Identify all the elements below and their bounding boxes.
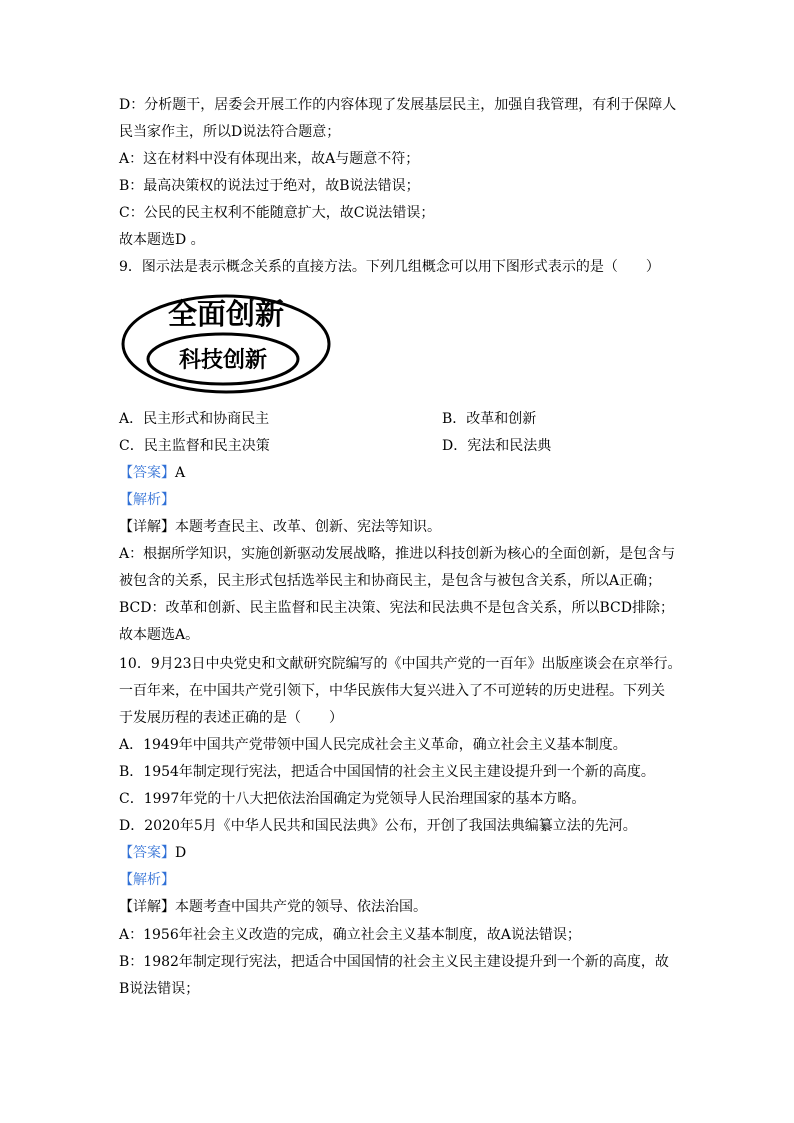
explanation-c-line: C：公民的民主权利不能随意扩大，故C说法错误； — [119, 205, 435, 221]
question-9-option-a: A．民主形式和协商民主 — [119, 411, 270, 427]
question-9-analysis-tag: 【解析】 — [119, 492, 175, 508]
question-10-detail — [119, 898, 427, 916]
answer-tag: 【答案】 — [119, 845, 175, 861]
question-10-a-line: A：1956年社会主义改造的完成，确立社会主义基本制度，故A说法错误； — [119, 927, 581, 943]
detail-tag: 【详解】 — [119, 899, 175, 915]
question-9-stem: 9．图示法是表示概念关系的直接方法。下列几组概念可以用下图形式表示的是（ ） — [119, 259, 660, 275]
question-9-a-line-1: A：根据所学知识，实施创新驱动发展战略，推进以科技创新为核心的全面创新，是包含与 — [119, 546, 676, 562]
question-9-option-c: C．民主监督和民主决策 — [119, 438, 270, 454]
question-10-stem-3: 于发展历程的表述正确的是（ ） — [119, 710, 343, 726]
question-10-stem-1: 10．9月23日中央党史和文献研究院编写的《中国共产党的一百年》出版座谈会在京举行。 — [119, 656, 682, 672]
question-10-option-a: A．1949年中国共产党带领中国人民完成社会主义革命，确立社会主义基本制度。 — [119, 737, 627, 753]
question-10-option-c: C．1997年党的十八大把依法治国确定为党领导人民治理国家的基本方略。 — [119, 791, 586, 807]
question-10-stem-2: 一百年来，在中国共产党引领下，中华民族伟大复兴进入了不可逆转的历史进程。下列关 — [119, 683, 665, 699]
concept-inclusion-diagram — [120, 292, 336, 398]
explanation-d-line-2: 民当家作主，所以D说法符合题意； — [119, 124, 341, 140]
question-9-option-b: B．改革和创新 — [442, 411, 537, 427]
outer-concept-label: 全面创新 — [167, 297, 285, 331]
explanation-conclusion: 故本题选D 。 — [119, 232, 205, 248]
detail-text: 本题考查中国共产党的领导、依法治国。 — [175, 899, 427, 915]
answer-value: D — [175, 845, 187, 861]
detail-tag: 【详解】 — [119, 519, 175, 535]
question-9-conclusion: 故本题选A。 — [119, 627, 200, 643]
question-9-option-d: D．宪法和民法典 — [442, 438, 552, 454]
answer-tag: 【答案】 — [119, 465, 175, 481]
question-10-option-d: D．2020年5月《中华人民共和国民法典》公布，开创了我国法典编纂立法的先河。 — [119, 818, 637, 834]
explanation-d-line-1: D：分析题干，居委会开展工作的内容体现了发展基层民主，加强自我管理，有利于保障人 — [119, 97, 677, 113]
inner-concept-label: 科技创新 — [178, 348, 268, 373]
answer-value: A — [175, 465, 186, 481]
question-10-analysis-tag: 【解析】 — [119, 872, 175, 888]
question-10-b-line-2: B说法错误； — [119, 981, 200, 997]
question-9-answer — [119, 464, 185, 482]
explanation-b-line: B：最高决策权的说法过于绝对，故B说法错误； — [119, 178, 420, 194]
question-9-bcd-line: BCD：改革和创新、民主监督和民主决策、宪法和民法典不是包含关系，所以BCD排除； — [119, 600, 674, 616]
question-9-a-line-2: 被包含的关系，民主形式包括选举民主和协商民主，是包含与被包含关系，所以A正确； — [119, 573, 662, 589]
question-10-answer — [119, 844, 186, 862]
detail-text: 本题考查民主、改革、创新、宪法等知识。 — [175, 519, 441, 535]
question-9-detail — [119, 518, 441, 536]
explanation-a-line: A：这在材料中没有体现出来，故A与题意不符； — [119, 151, 420, 167]
question-10-b-line-1: B：1982年制定现行宪法，把适合中国国情的社会主义民主建设提升到一个新的高度，故 — [119, 954, 669, 970]
question-10-option-b: B．1954年制定现行宪法，把适合中国国情的社会主义民主建设提升到一个新的高度。 — [119, 764, 655, 780]
